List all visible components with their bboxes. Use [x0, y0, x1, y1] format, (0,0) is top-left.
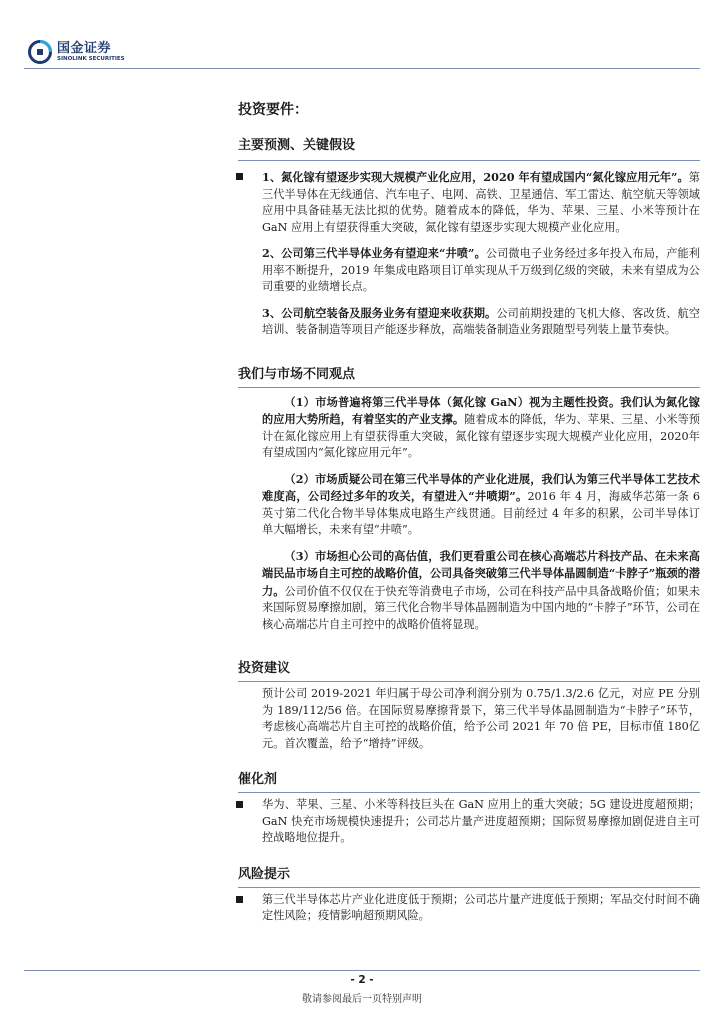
investment-essentials-title: 投资要件： — [238, 102, 308, 118]
disclaimer-note: 敬请参阅最后一页特别声明 — [302, 994, 422, 1005]
different-view-item: （2）市场质疑公司在第三代半导体的产业化进展，我们认为第三代半导体工艺技术难度高，公司经过多年的攻关，有望进入“井喷期”。2016 年 4 月，海威华芯第一条 6 英寸第二代化合物半导体集成电路生产线贯通。目前经过 4 年多的积累，公司半导体订单大幅增长，未来有望“井喷”。 — [262, 471, 700, 536]
forecast-item: 3、公司航空装备及服务业务有望迎来收获期。公司前期投建的飞机大修、客改货、航空培训、装备制造等项目产能逐步释放，高端装备制造业务跟随型号列装上量节奏快。 — [262, 305, 700, 336]
square-bullet-icon — [236, 801, 243, 808]
sinolink-logo-icon — [28, 40, 52, 64]
investment-advice-text: 预计公司 2019-2021 年归属于母公司净利润分别为 0.75/1.3/2.6 亿元，对应 PE 分别为 189/112/56 倍。在国际贸易摩擦背景下，第三代半导体晶圆制造为“卡脖子”环节，考虑核心高端芯片自主可控的战略价值，给予公司 2021 年 70 倍 PE，目标市值 180亿元。首次覆盖，给予“增持”评级。 — [262, 687, 700, 750]
forecast-section-title: 主要预测、关键假设 — [238, 138, 356, 153]
different-view-item: （3）市场担心公司的高估值，我们更看重公司在核心高端芯片科技产品、在未来高端民品市场自主可控的战略价值，公司具备突破第三代半导体晶圆制造“卡脖子”瓶颈的潜力。公司价值不仅仅在于快充等消费电子市场，公司在科技产品中具备战略价值；如果未来国际贸易摩擦加剧，第三代化合物半导体晶圆制造为中国内地的“卡脖子”环节，公司在核心高端芯片自主可控中的战略价值将显现。 — [262, 548, 700, 631]
catalyst-text: 华为、苹果、三星、小米等科技巨头在 GaN 应用上的重大突破；5G 建设进度超预期； GaN 快充市场规模快速提升；公司芯片量产进度超预期；国际贸易摩擦加剧促进自主可控战略地位提升。 — [262, 798, 700, 844]
risk-title: 风险提示 — [238, 866, 291, 882]
forecast-item: 2、公司第三代半导体业务有望迎来“井喷”。公司微电子业务经过多年投入布局，产能利用率不断提升，2019 年集成电路项目订单实现从千万级到亿级的突破，未来有望成为公司重要的业绩增长点。 — [262, 246, 700, 293]
catalyst-title: 催化剂 — [238, 772, 278, 787]
risk-text: 第三代半导体芯片产业化进度低于预期；公司芯片量产进度低于预期；军品交付时间不确定性风险；疫情影响超预期风险。 — [262, 892, 700, 922]
footer-divider — [24, 970, 700, 971]
forecast-item: 1、氮化镓有望逐步实现大规模产业化应用，2020 年有望成国内“氮化镓应用元年”。第三代半导体在无线通信、汽车电子、电网、高铁、卫星通信、军工雷达、航空航天等领域应用中具备硅基无法比拟的优势。随着成本的降低，华为、苹果、三星、小米等预计在 GaN 应用上有望获得重大突破，氮化镓有望逐步实现大规模产业化应用。 — [262, 170, 700, 234]
investment-advice-title: 投资建议 — [238, 661, 291, 676]
square-bullet-icon — [236, 173, 243, 180]
square-bullet-icon — [236, 896, 243, 903]
logo-english-name: SINOLINK SECURITIES — [57, 55, 125, 62]
report-header — [24, 38, 704, 72]
main-content — [238, 98, 700, 925]
header-divider — [24, 68, 700, 69]
page-number: - 2 - — [350, 974, 374, 986]
forecast-list — [238, 169, 700, 339]
different-view-title: 我们与市场不同观点 — [238, 366, 356, 382]
company-logo — [28, 40, 125, 64]
different-view-item: （1）市场普遍将第三代半导体（氮化镓 GaN）视为主题性投资。我们认为氮化镓的应用大势所趋，有着坚实的产业支撑。随着成本的降低，华为、苹果、三星、小米等预计在氮化镓应用上有望获得重大突破，氮化镓有望逐步实现大规模产业化应用，2020年有望成国内“氮化镓应用元年”。 — [262, 394, 700, 459]
logo-chinese-name: 国金证券 — [57, 40, 112, 56]
